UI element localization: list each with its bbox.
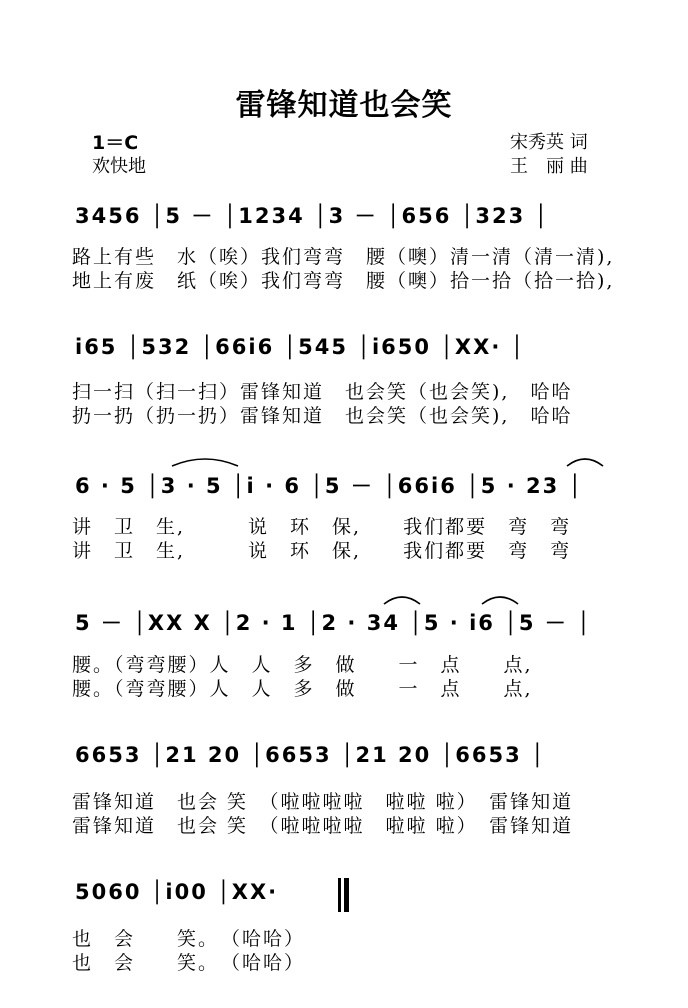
lyric-line-verse-2: 也 会 笑。 （哈哈） [72,952,306,974]
notation-line: 5 － │XX X │2 · 1 │2 · 34 │5 · i6 │5 － │ [75,611,592,635]
lyric-line-verse-2: 讲 卫 生, 说 环 保, 我们都要 弯 弯 [72,540,572,562]
final-barline-thick [344,878,349,912]
lyricist-credit: 宋秀英 词 [510,132,588,153]
slur-mark [170,452,240,468]
lyric-line-verse-2: 扔一扔（扔一扔）雷锋知道 也会笑（也会笑), 哈哈 [72,405,573,427]
lyric-line-verse-2: 雷锋知道 也会 笑 （啦啦啦啦 啦啦 啦） 雷锋知道 [72,815,574,837]
lyric-line-verse-1: 雷锋知道 也会 笑 （啦啦啦啦 啦啦 啦） 雷锋知道 [72,791,574,813]
key-signature: 1＝C [92,132,139,154]
tempo-marking: 欢快地 [92,156,146,177]
song-title: 雷锋知道也会笑 [235,88,453,123]
lyric-line-verse-2: 腰。（弯弯腰）人 人 多 做 一 点 点, [72,678,533,700]
lyric-line-verse-1: 路上有些 水（唉）我们弯弯 腰（噢）清一清（清一清), [72,246,615,268]
lyric-line-verse-1: 扫一扫（扫一扫）雷锋知道 也会笑（也会笑), 哈哈 [72,381,573,403]
slur-mark [480,590,520,606]
final-barline-thin [338,878,341,912]
slur-mark [565,452,605,468]
lyric-line-verse-2: 地上有废 纸（唉）我们弯弯 腰（噢）拾一拾（拾一拾), [72,270,615,292]
notation-line: 6 · 5 │3 · 5 │i · 6 │5 － │66i6 │5 · 23 │ [75,474,584,498]
lyric-line-verse-1: 讲 卫 生, 说 环 保, 我们都要 弯 弯 [72,516,572,538]
notation-line: 5060 │i00 │XX· [75,880,279,904]
notation-line: i65 │532 │66i6 │545 │i650 │XX· │ [75,335,526,359]
notation-line: 3456 │5 － │1234 │3 － │656 │323 │ [75,204,550,228]
lyric-line-verse-1: 腰。（弯弯腰）人 人 多 做 一 点 点, [72,654,533,676]
notation-line: 6653 │21 20 │6653 │21 20 │6653 │ [75,743,546,767]
composer-credit: 王 丽 曲 [510,156,588,177]
slur-mark [382,590,422,606]
lyric-line-verse-1: 也 会 笑。 （哈哈） [72,928,306,950]
